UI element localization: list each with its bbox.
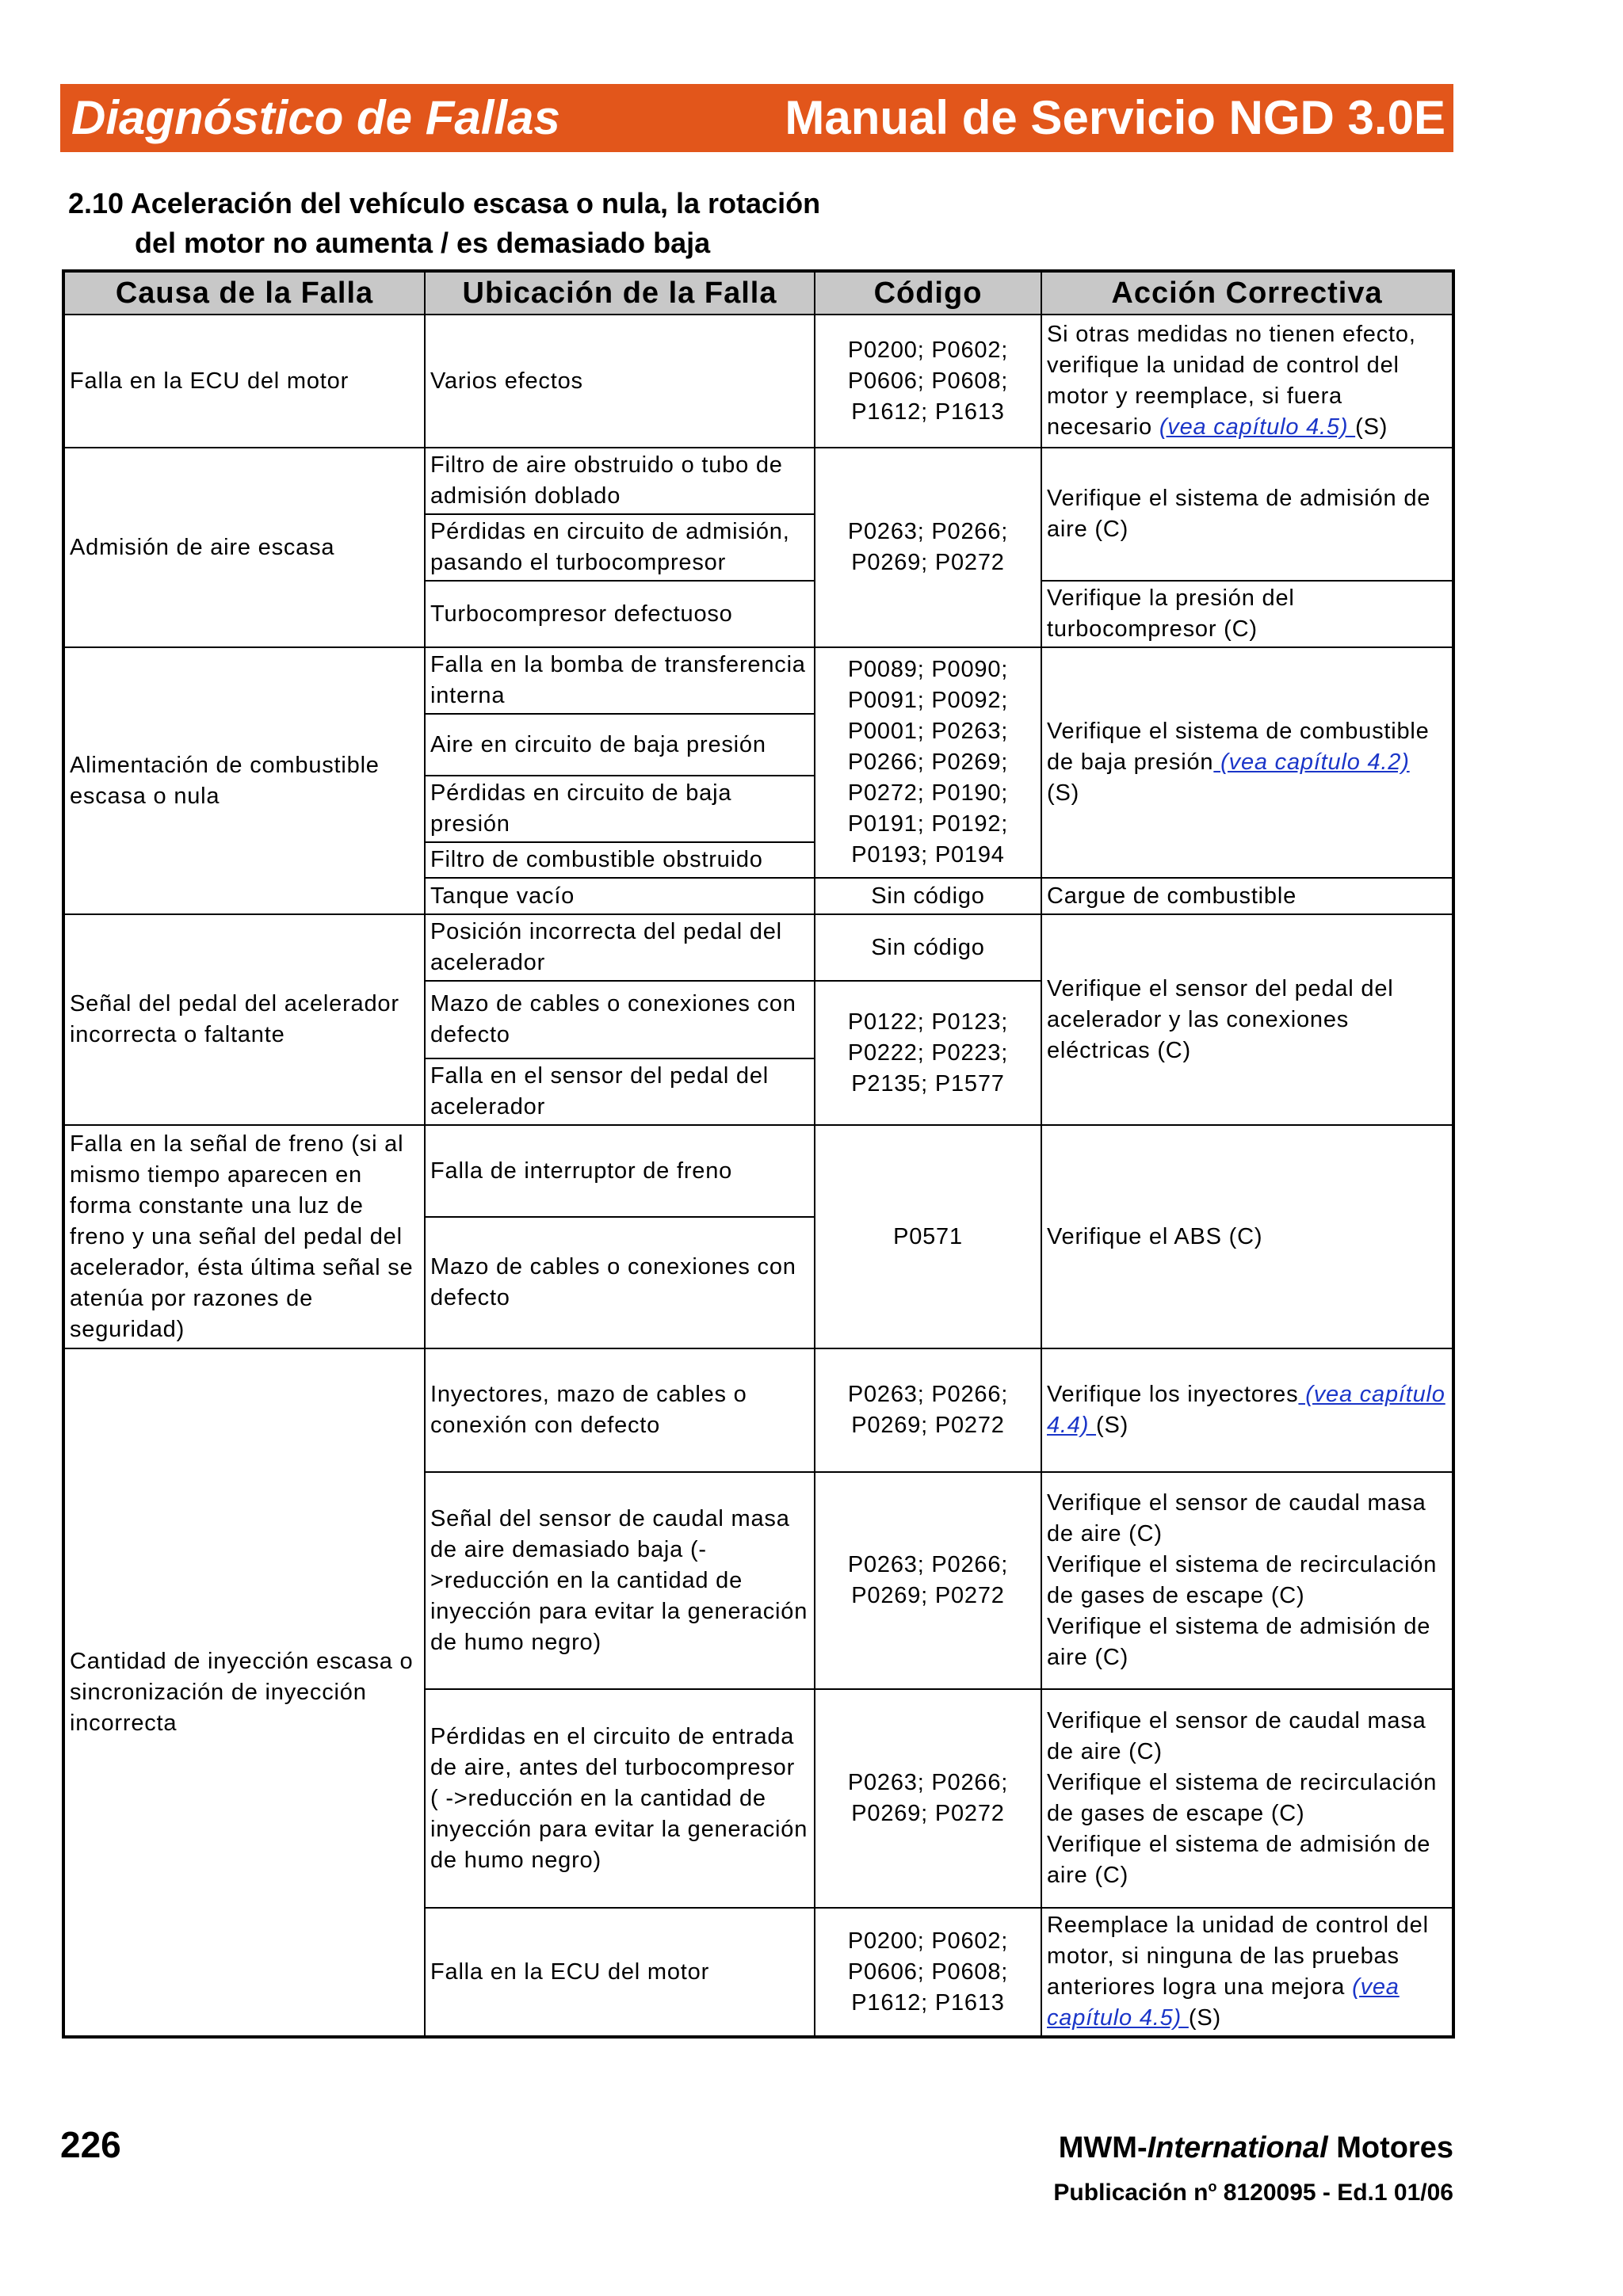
table-row bbox=[63, 315, 1453, 448]
section-title bbox=[68, 184, 820, 263]
location-cell: Turbocompresor defectuoso bbox=[425, 581, 815, 647]
action-suffix: (S) bbox=[1096, 1413, 1129, 1438]
location-cell: Filtro de combustible obstruido bbox=[425, 842, 815, 878]
location-cell: Varios efectos bbox=[425, 315, 815, 448]
action-text: Si otras medidas no tienen efecto, verifique la unidad de control del motor y reemplace, si fuera necesario bbox=[1047, 322, 1416, 440]
action-text: Verifique el sistema de combustible de baja presión bbox=[1047, 719, 1430, 775]
code-cell: P0263; P0266; P0269; P0272 bbox=[815, 448, 1041, 647]
action-line: Verifique el sistema de recirculación de gases de escape (C) bbox=[1047, 1770, 1438, 1826]
code-cell: P0571 bbox=[815, 1125, 1041, 1348]
section-title-line2: del motor no aumenta / es demasiado baja bbox=[135, 227, 711, 259]
location-cell: Posición incorrecta del pedal del acelerador bbox=[425, 914, 815, 981]
publication-info bbox=[1053, 2179, 1453, 2206]
chapter-link[interactable]: (vea capítulo 4.5) bbox=[1159, 414, 1356, 440]
action-suffix: (S) bbox=[1355, 414, 1388, 440]
cause-cell: Falla en la señal de freno (si al mismo tiempo aparecen en forma constante una luz de freno y una señal del pedal del acelerador, ésta última señal se atenúa por razones de seguridad) bbox=[63, 1125, 425, 1348]
chapter-link[interactable]: (vea capítulo 4.4) bbox=[1047, 1382, 1445, 1438]
table-row bbox=[63, 647, 1453, 714]
action-cell: Verifique la presión del turbocompresor (C) bbox=[1041, 581, 1453, 647]
code-cell: Sin código bbox=[815, 878, 1041, 914]
code-cell: P0200; P0602; P0606; P0608; P1612; P1613 bbox=[815, 1908, 1041, 2037]
header-location: Ubicación de la Falla bbox=[425, 271, 815, 315]
action-cell bbox=[1041, 1348, 1453, 1472]
table-row bbox=[63, 914, 1453, 981]
pub-rest: 8120095 - Ed.1 01/06 bbox=[1216, 2180, 1453, 2206]
location-cell: Aire en circuito de baja presión bbox=[425, 714, 815, 776]
brand-footer bbox=[1059, 2131, 1453, 2165]
location-cell: Pérdidas en circuito de admisión, pasando el turbocompresor bbox=[425, 514, 815, 581]
table-row bbox=[63, 1348, 1453, 1472]
chapter-link[interactable]: (vea capítulo 4.2) bbox=[1213, 749, 1410, 775]
action-suffix: (S) bbox=[1188, 2005, 1221, 2031]
table-row bbox=[63, 1125, 1453, 1217]
brand-italic: International bbox=[1147, 2131, 1328, 2164]
action-cell: Verifique el ABS (C) bbox=[1041, 1125, 1453, 1348]
code-cell: P0263; P0266; P0269; P0272 bbox=[815, 1689, 1041, 1908]
action-cell: Verifique el sistema de admisión de aire (C) bbox=[1041, 448, 1453, 581]
action-cell: Cargue de combustible bbox=[1041, 878, 1453, 914]
action-suffix: (S) bbox=[1047, 780, 1080, 806]
pub-sup: o bbox=[1208, 2179, 1217, 2195]
location-cell: Pérdidas en circuito de baja presión bbox=[425, 776, 815, 842]
action-line: Verifique el sensor de caudal masa de aire (C) bbox=[1047, 1490, 1426, 1547]
location-cell: Señal del sensor de caudal masa de aire demasiado baja (->reducción en la cantidad de inyección para evitar la generación de humo negro) bbox=[425, 1472, 815, 1689]
cause-cell: Señal del pedal del acelerador incorrecta o faltante bbox=[63, 914, 425, 1125]
action-line: Verifique el sistema de admisión de aire (C) bbox=[1047, 1832, 1431, 1888]
action-text: Verifique los inyectores bbox=[1047, 1382, 1299, 1407]
code-cell: P0263; P0266; P0269; P0272 bbox=[815, 1348, 1041, 1472]
brand-suffix: Motores bbox=[1327, 2131, 1453, 2164]
section-title-line1: 2.10 Aceleración del vehículo escasa o nula, la rotación bbox=[68, 187, 821, 219]
action-text: Reemplace la unidad de control del motor, si ninguna de las pruebas anteriores logra una mejora bbox=[1047, 1913, 1429, 2000]
location-cell: Falla de interruptor de freno bbox=[425, 1125, 815, 1217]
fault-table bbox=[62, 269, 1455, 2039]
table-row bbox=[63, 448, 1453, 514]
cause-cell: Admisión de aire escasa bbox=[63, 448, 425, 647]
action-cell bbox=[1041, 315, 1453, 448]
code-cell: P0200; P0602; P0606; P0608; P1612; P1613 bbox=[815, 315, 1041, 448]
action-cell bbox=[1041, 647, 1453, 878]
code-cell: Sin código bbox=[815, 914, 1041, 981]
location-cell: Falla en la bomba de transferencia interna bbox=[425, 647, 815, 714]
action-cell: Verifique el sensor del pedal del acelerador y las conexiones eléctricas (C) bbox=[1041, 914, 1453, 1125]
action-line: Verifique el sistema de admisión de aire (C) bbox=[1047, 1614, 1431, 1670]
code-cell: P0089; P0090; P0091; P0092; P0001; P0263; P0266; P0269; P0272; P0190; P0191; P0192; P0193; P0194 bbox=[815, 647, 1041, 878]
header-action: Acción Correctiva bbox=[1041, 271, 1453, 315]
header-code: Código bbox=[815, 271, 1041, 315]
code-cell: P0263; P0266; P0269; P0272 bbox=[815, 1472, 1041, 1689]
action-cell bbox=[1041, 1689, 1453, 1908]
location-cell: Falla en la ECU del motor bbox=[425, 1908, 815, 2037]
action-line: Verifique el sistema de recirculación de gases de escape (C) bbox=[1047, 1552, 1438, 1608]
chapter-link[interactable]: (vea capítulo 4.5) bbox=[1047, 1974, 1400, 2031]
cause-cell: Falla en la ECU del motor bbox=[63, 315, 425, 448]
location-cell: Tanque vacío bbox=[425, 878, 815, 914]
header-section-title: Diagnóstico de Fallas bbox=[71, 91, 560, 144]
code-cell: P0122; P0123; P0222; P0223; P2135; P1577 bbox=[815, 981, 1041, 1125]
page-number: 226 bbox=[60, 2124, 121, 2165]
location-cell: Mazo de cables o conexiones con defecto bbox=[425, 1217, 815, 1348]
action-cell bbox=[1041, 1908, 1453, 2037]
table-header-row bbox=[63, 271, 1453, 315]
location-cell: Mazo de cables o conexiones con defecto bbox=[425, 981, 815, 1058]
pub-prefix: Publicación n bbox=[1053, 2180, 1209, 2206]
action-cell bbox=[1041, 1472, 1453, 1689]
brand-prefix: MWM- bbox=[1058, 2131, 1148, 2164]
action-line: Verifique el sensor de caudal masa de aire (C) bbox=[1047, 1708, 1426, 1764]
location-cell: Inyectores, mazo de cables o conexión con defecto bbox=[425, 1348, 815, 1472]
header-manual-title: Manual de Servicio NGD 3.0E bbox=[785, 91, 1445, 144]
location-cell: Filtro de aire obstruido o tubo de admisión doblado bbox=[425, 448, 815, 514]
cause-cell: Cantidad de inyección escasa o sincronización de inyección incorrecta bbox=[63, 1348, 425, 2037]
cause-cell: Alimentación de combustible escasa o nula bbox=[63, 647, 425, 914]
location-cell: Falla en el sensor del pedal del acelerador bbox=[425, 1058, 815, 1125]
header-bar bbox=[60, 84, 1453, 152]
location-cell: Pérdidas en el circuito de entrada de aire, antes del turbocompresor ( ->reducción en la cantidad de inyección para evitar la generación de humo negro) bbox=[425, 1689, 815, 1908]
header-cause: Causa de la Falla bbox=[63, 271, 425, 315]
